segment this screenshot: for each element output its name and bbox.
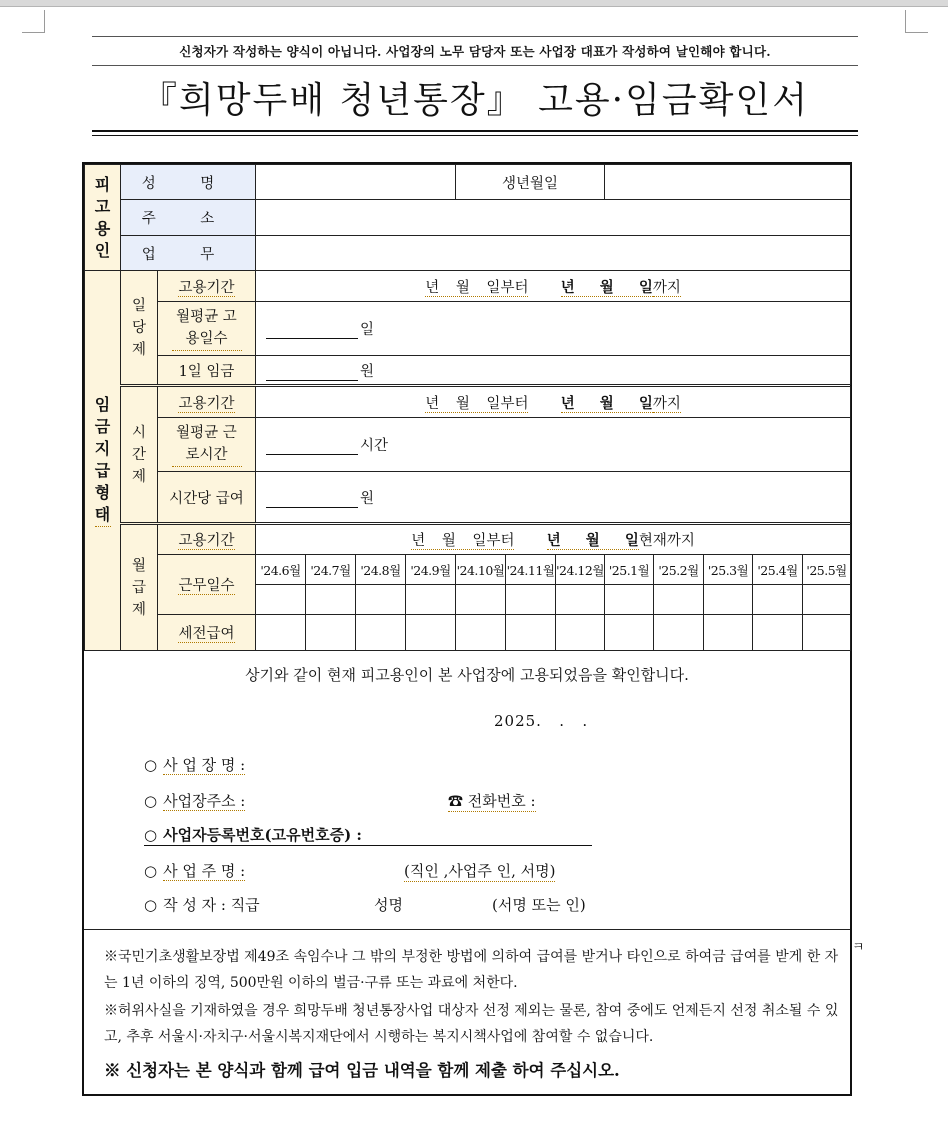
- page-title: 『희망두배 청년통장』 고용·임금확인서: [141, 80, 809, 121]
- pretax-cell[interactable]: [753, 615, 803, 651]
- name-label: 성 명: [121, 165, 256, 200]
- month-header: '25.4월: [753, 555, 803, 585]
- pretax-cell[interactable]: [506, 615, 556, 651]
- hourly-label: 시간제: [121, 386, 158, 524]
- pretax-cell[interactable]: [256, 615, 306, 651]
- duty-field[interactable]: [256, 236, 851, 271]
- month-header: '25.2월: [654, 555, 704, 585]
- pretax-cell[interactable]: [356, 615, 406, 651]
- workdays-cell[interactable]: [406, 585, 456, 615]
- reg-number-row[interactable]: ○ 사업자등록번호(고유번호증) :: [144, 826, 362, 844]
- daily-pay-field[interactable]: 원: [256, 356, 851, 386]
- workdays-cell[interactable]: [704, 585, 753, 615]
- monthly-label: 월급제: [121, 524, 158, 651]
- daily-period-label: 고용기간: [158, 271, 256, 302]
- month-header: '24.9월: [406, 555, 456, 585]
- workdays-cell[interactable]: [356, 585, 406, 615]
- workdays-label: 근무일수: [158, 555, 256, 615]
- workdays-cell[interactable]: [506, 585, 556, 615]
- notes-divider: [84, 929, 850, 930]
- workdays-cell[interactable]: [456, 585, 506, 615]
- workdays-cell[interactable]: [306, 585, 356, 615]
- business-name-row[interactable]: ○ 사 업 장 명 :: [144, 756, 246, 774]
- daily-label: 일당제: [121, 271, 158, 386]
- name-field[interactable]: [256, 165, 456, 200]
- crop-mark-left: [22, 10, 45, 33]
- month-header: '24.8월: [356, 555, 406, 585]
- hourly-hours-field[interactable]: 시간: [256, 418, 851, 472]
- side-mark: ㅋ: [852, 940, 865, 955]
- month-header: '24.10월: [456, 555, 506, 585]
- hourly-period-field[interactable]: 년 월 일부터 년 월 일까지: [256, 386, 851, 418]
- pretax-cell[interactable]: [556, 615, 605, 651]
- month-header: '24.6월: [256, 555, 306, 585]
- legal-note-1: ※국민기초생활보장법 제49조 속임수나 그 밖의 부정한 방법에 의하여 급여를 받거나 타인으로 하여금 급여를 받게 한 자는 1년 이하의 징역, 500만원 이하의 벌금·구류 또는 과료에 처한다.: [104, 949, 839, 991]
- daily-period-field[interactable]: 년 월 일부터 년 월 일까지: [256, 271, 851, 302]
- title-rule: [92, 130, 858, 132]
- month-header: '25.3월: [704, 555, 753, 585]
- final-note: ※ 신청자는 본 양식과 함께 급여 입금 내역을 함께 제출 하여 주십시오.: [104, 1061, 620, 1080]
- writer-name-label: 성명: [374, 896, 403, 914]
- workdays-cell[interactable]: [753, 585, 803, 615]
- month-header: '24.11월: [506, 555, 556, 585]
- monthly-period-field[interactable]: 년 월 일부터 년 월 일현재까지: [256, 524, 851, 555]
- hourly-hours-label: 월평균 근로시간: [158, 418, 256, 472]
- ruler: [0, 0, 948, 7]
- date-field[interactable]: 2025. . .: [494, 712, 589, 730]
- owner-row[interactable]: ○ 사 업 주 명 : (직인 ,사업주 인, 서명): [144, 862, 556, 880]
- month-header: '24.7월: [306, 555, 356, 585]
- daily-pay-label: 1일 임금: [158, 356, 256, 386]
- top-notice: 신청자가 작성하는 양식이 아닙니다. 사업장의 노무 담당자 또는 사업장 대표가 작성하여 날인해야 합니다.: [92, 36, 858, 66]
- pretax-cell[interactable]: [456, 615, 506, 651]
- workdays-cell[interactable]: [654, 585, 704, 615]
- hourly-period-label: 고용기간: [158, 386, 256, 418]
- employee-section-label: 피고용인: [85, 165, 121, 271]
- workdays-cell[interactable]: [605, 585, 654, 615]
- monthly-period-label: 고용기간: [158, 524, 256, 555]
- month-header: '24.12월: [556, 555, 605, 585]
- pretax-cell[interactable]: [803, 615, 851, 651]
- address-field[interactable]: [256, 200, 851, 236]
- daily-days-field[interactable]: 일: [256, 302, 851, 356]
- pretax-cell[interactable]: [306, 615, 356, 651]
- wage-section-label: 임금지급형태: [85, 271, 121, 651]
- address-label: 주 소: [121, 200, 256, 236]
- hourly-pay-field[interactable]: 원: [256, 472, 851, 524]
- title-rule-thin: [92, 135, 858, 136]
- business-address-row[interactable]: ○ 사업장주소 : ☎ 전화번호 :: [144, 792, 536, 810]
- reg-number-underline: [144, 845, 592, 846]
- month-header: '25.1월: [605, 555, 654, 585]
- birth-label: 생년월일: [456, 165, 605, 200]
- birth-field[interactable]: [605, 165, 851, 200]
- daily-days-label: 월평균 고용일수: [158, 302, 256, 356]
- form-table: [84, 164, 851, 651]
- legal-note-2: ※허위사실을 기재하였을 경우 희망두배 청년통장사업 대상자 선정 제외는 물론, 참여 중에도 언제든지 선정 취소될 수 있고, 추후 서울시·자치구·서울시복지재단에서 시행하는 복지시책사업에 참여할 수 없습니다.: [104, 1003, 839, 1045]
- workdays-cell[interactable]: [803, 585, 851, 615]
- workdays-cell[interactable]: [256, 585, 306, 615]
- duty-label: 업 무: [121, 236, 256, 271]
- pretax-cell[interactable]: [406, 615, 456, 651]
- form: [82, 162, 852, 1096]
- month-header: '25.5월: [803, 555, 851, 585]
- phone-label: ☎ 전화번호 :: [448, 792, 536, 810]
- writer-row[interactable]: ○ 작 성 자 : 직급 성명 (서명 또는 인): [144, 896, 586, 914]
- pretax-cell[interactable]: [704, 615, 753, 651]
- hourly-pay-label: 시간당 급여: [158, 472, 256, 524]
- crop-mark-right: [905, 10, 928, 33]
- workdays-cell[interactable]: [556, 585, 605, 615]
- confirm-text: 상기와 같이 현재 피고용인이 본 사업장에 고용되었음을 확인합니다.: [245, 666, 689, 684]
- owner-sign-note: (직인 ,사업주 인, 서명): [404, 862, 556, 880]
- pretax-cell[interactable]: [654, 615, 704, 651]
- writer-sign-note: (서명 또는 인): [492, 896, 586, 914]
- pretax-cell[interactable]: [605, 615, 654, 651]
- pretax-label: 세전급여: [158, 615, 256, 651]
